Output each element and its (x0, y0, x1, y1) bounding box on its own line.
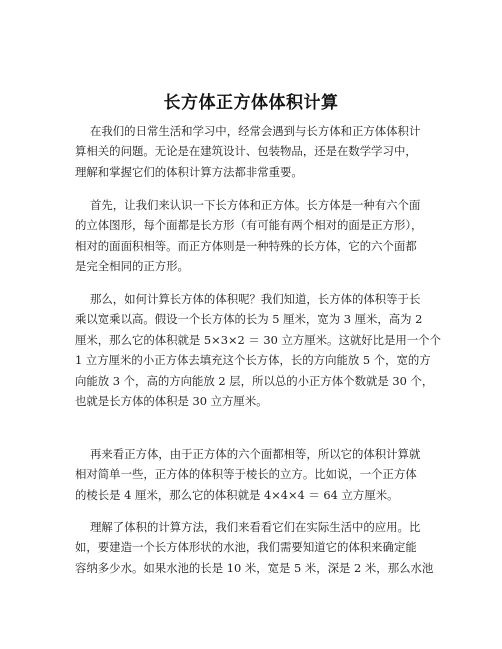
text-line: 相对简单一些，正方体的体积等于棱长的立方。比如说，一个正方体 (75, 467, 417, 482)
text-line: 理解和掌握它们的体积计算方法都非常重要。 (75, 164, 303, 179)
paragraph-definitions (75, 195, 435, 277)
text-line: 首先，让我们来认识一下长方体和正方体。长方体是一种有六个面 (90, 198, 421, 212)
paragraph-cube-volume (75, 444, 435, 505)
text-line: 如，要建造一个长方体形状的水池，我们需要知道它的体积来确定能 (75, 540, 417, 555)
text-line: 相对的面面积相等。而正方体则是一种特殊的长方体，它的六个面都 (75, 238, 417, 253)
text-line: 1 立方厘米的小正方体去填充这个长方体，长的方向能放 5 个，宽的方 (75, 353, 431, 368)
text-line: 是完全相同的正方形。 (75, 259, 189, 274)
text-line: 再来看正方体，由于正方体的六个面都相等，所以它的体积计算就 (90, 447, 421, 461)
paragraph-intro (75, 121, 435, 182)
text-line: 理解了体积的计算方法，我们来看看它们在实际生活中的应用。比 (90, 520, 421, 534)
text-line: 厘米，那么它的体积就是 5×3×2 ＝ 30 立方厘米。这就好比是用一个个 (75, 332, 441, 347)
text-line: 那么，如何计算长方体的体积呢？我们知道，长方体的体积等于长 (90, 292, 421, 306)
paragraph-application (75, 517, 435, 578)
text-line: 乘以宽乘以高。假设一个长方体的长为 5 厘米，宽为 3 厘米，高为 2 (75, 312, 423, 327)
text-line: 向能放 3 个，高的方向能放 2 层，所以总的小正方体个数就是 30 个， (75, 373, 434, 388)
document-title: 长方体正方体体积计算 (163, 93, 339, 113)
text-line: 容纳多少水。如果水池的长是 10 米，宽是 5 米，深是 2 米，那么水池 (75, 560, 434, 575)
text-line: 的棱长是 4 厘米，那么它的体积就是 4×4×4 ＝ 64 立方厘米。 (75, 487, 399, 502)
text-line: 也就是长方体的体积是 30 立方厘米。 (75, 393, 268, 408)
paragraph-cuboid-volume (75, 289, 441, 411)
text-line: 算相关的问题。无论是在建筑设计、包装物品，还是在数学学习中， (75, 144, 417, 159)
text-line: 在我们的日常生活和学习中，经常会遇到与长方体和正方体体积计 (90, 124, 421, 138)
text-line: 的立体图形，每个面都是长方形（有可能有两个相对的面是正方形）， (75, 218, 423, 233)
